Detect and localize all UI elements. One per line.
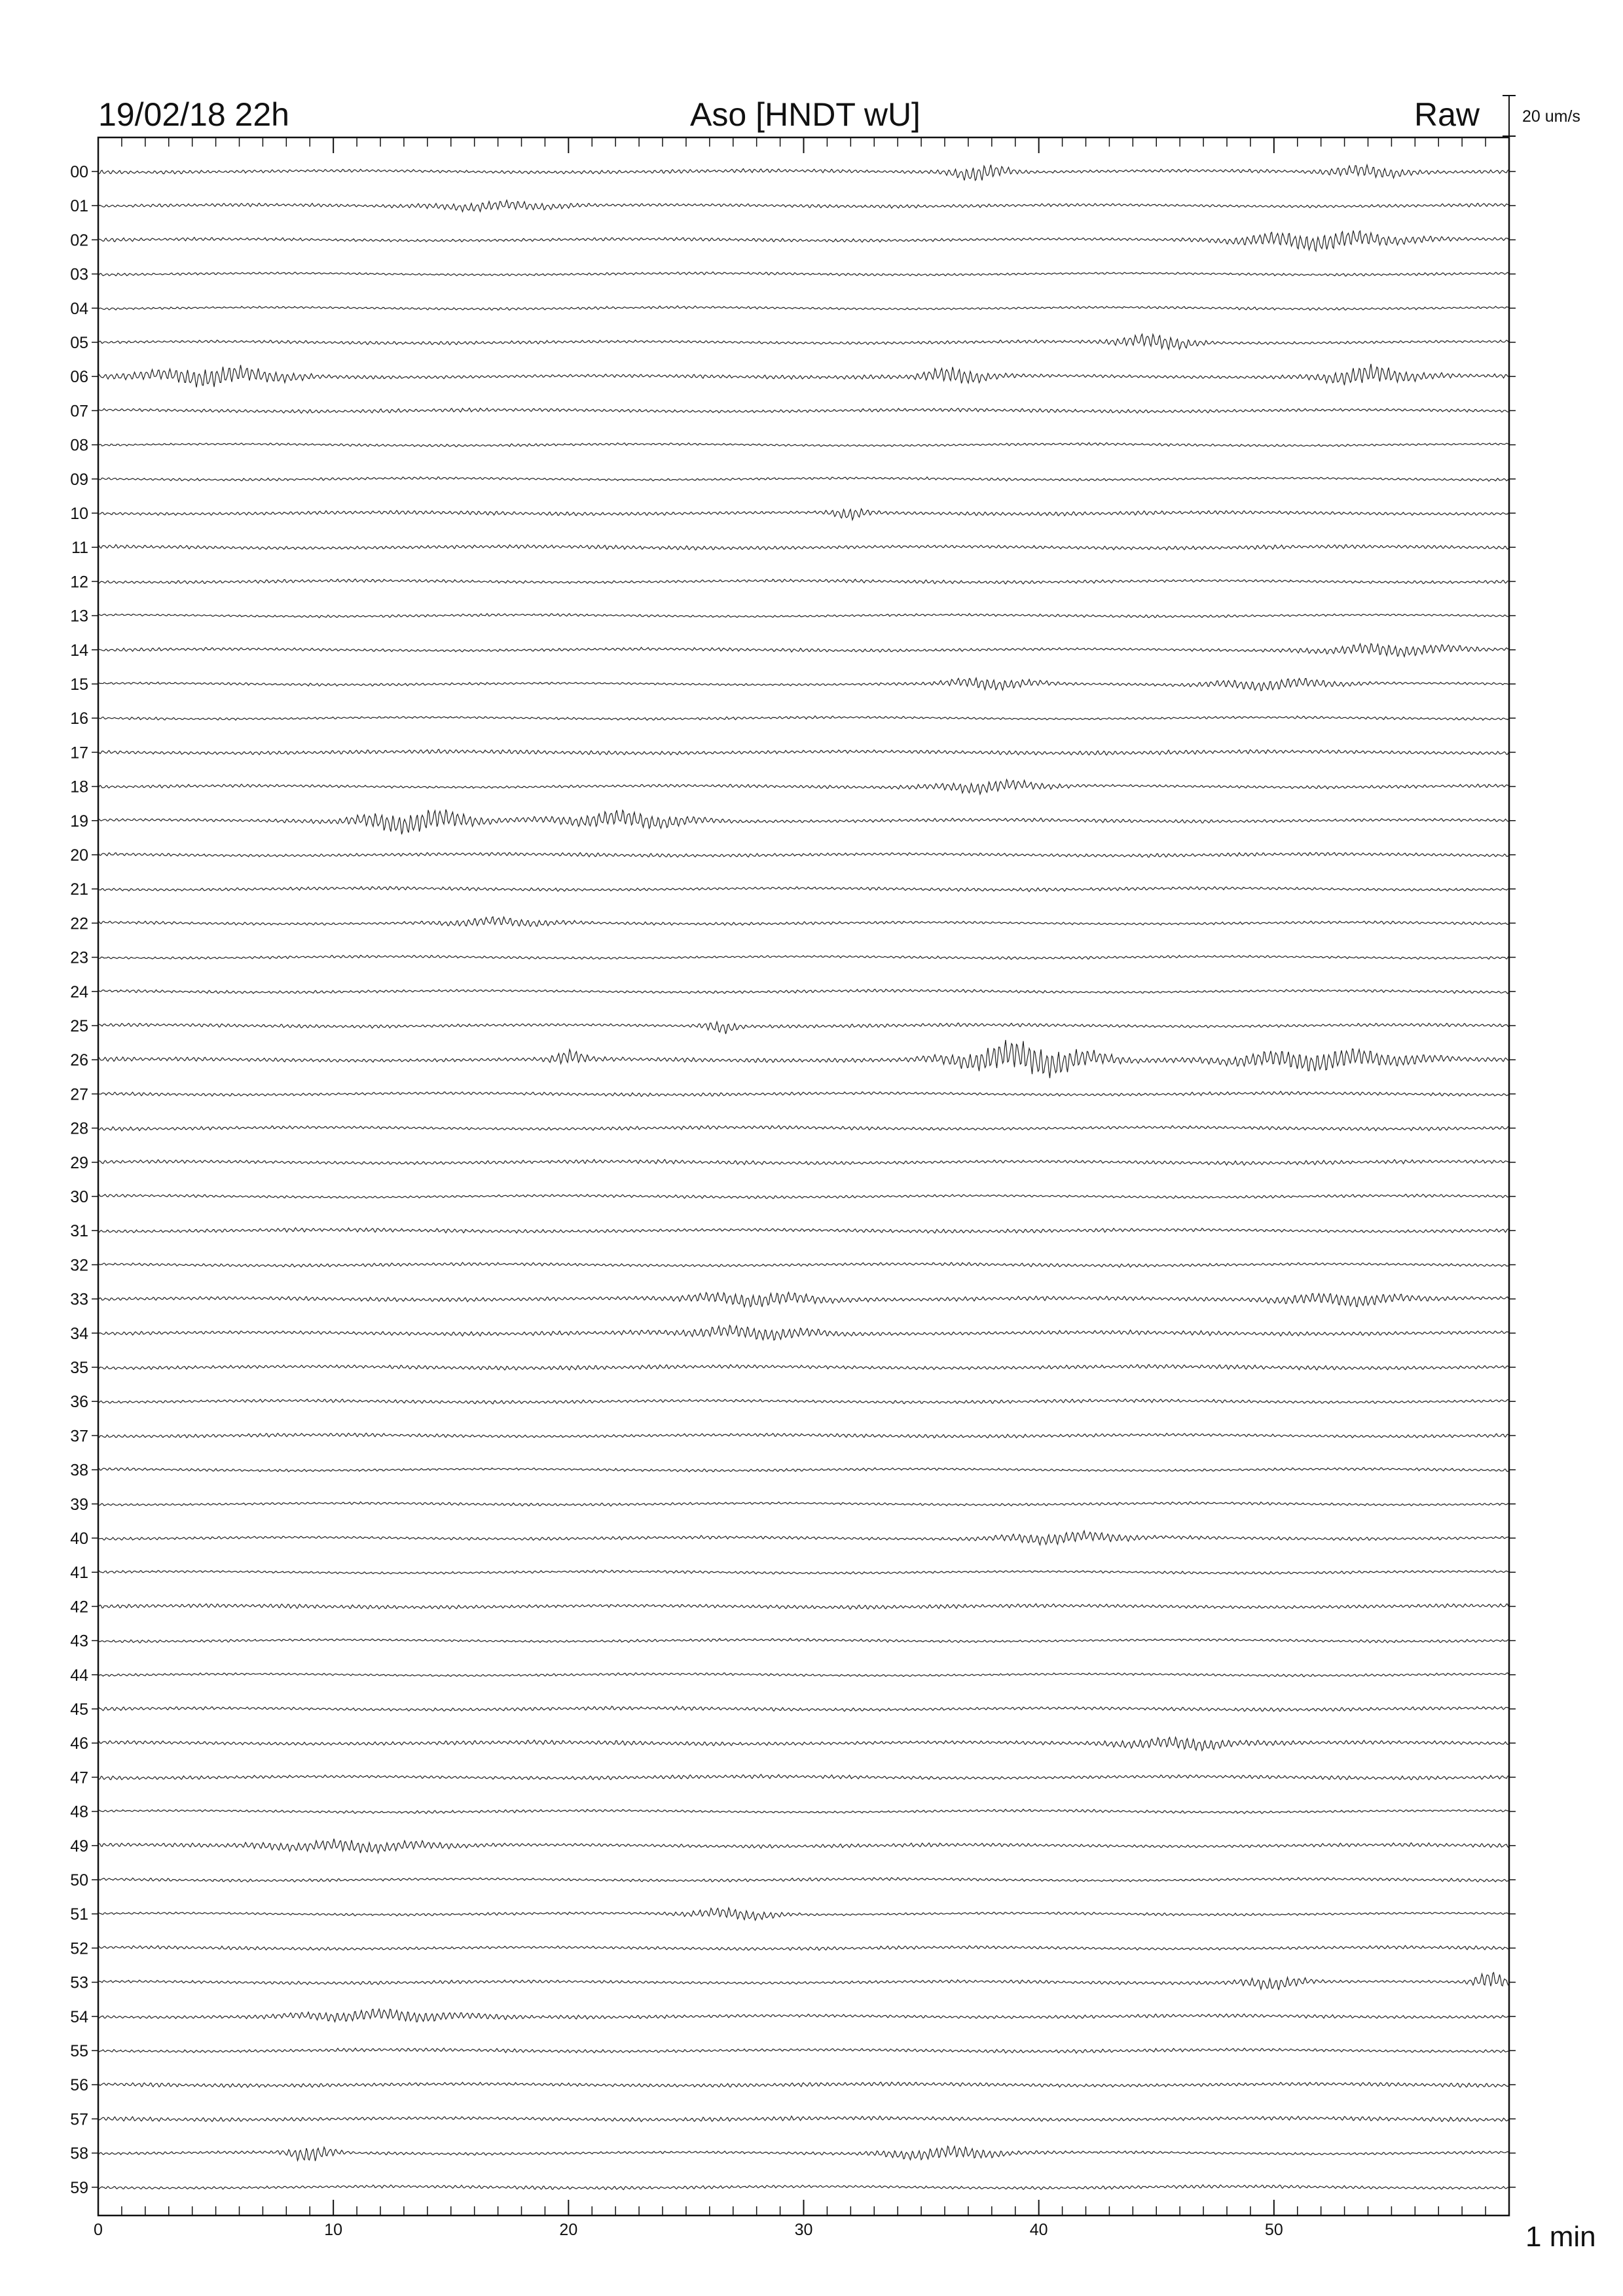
- row-label: 02: [70, 231, 88, 250]
- trace-line: [98, 1292, 1508, 1306]
- trace-line: [98, 1040, 1508, 1078]
- row-label: 18: [70, 778, 88, 797]
- row-label: 58: [70, 2144, 88, 2163]
- minor-ticks: [122, 137, 1486, 2215]
- trace-line: [98, 2146, 1508, 2161]
- trace-line: [98, 165, 1508, 181]
- row-label: 19: [70, 812, 88, 831]
- mode-label: Raw: [1413, 96, 1480, 133]
- row-label: 17: [70, 744, 88, 762]
- trace-line: [98, 678, 1508, 691]
- row-label: 21: [70, 880, 88, 899]
- row-label: 10: [70, 505, 88, 523]
- trace-line: [98, 1022, 1508, 1034]
- x-tick-label: 50: [1264, 2221, 1283, 2239]
- trace-line: [98, 852, 1508, 857]
- trace-line: [98, 364, 1508, 387]
- row-label: 52: [70, 1939, 88, 1958]
- row-label: 12: [70, 573, 88, 592]
- row-label: 31: [70, 1222, 88, 1241]
- trace-line: [98, 1604, 1508, 1609]
- scale-label: 20 um/s: [1522, 107, 1580, 126]
- major-ticks: [98, 137, 1274, 2215]
- row-label: 55: [70, 2042, 88, 2060]
- row-label: 08: [70, 436, 88, 455]
- row-label: 11: [71, 539, 88, 558]
- row-label: 28: [70, 1119, 88, 1138]
- row-label: 27: [70, 1085, 88, 1104]
- trace-line: [98, 917, 1508, 927]
- trace-line: [98, 477, 1508, 482]
- row-label: 42: [70, 1598, 88, 1617]
- row-label: 44: [70, 1666, 88, 1685]
- row-label: 53: [70, 1973, 88, 1992]
- traces: [98, 165, 1508, 2190]
- trace-line: [98, 749, 1508, 755]
- row-label: 07: [70, 402, 88, 421]
- trace-line: [98, 1673, 1508, 1677]
- row-label: 22: [70, 914, 88, 933]
- trace-line: [98, 200, 1508, 212]
- row-label: 38: [70, 1461, 88, 1480]
- trace-line: [98, 613, 1508, 617]
- row-labels: [70, 163, 1516, 2197]
- trace-line: [98, 1973, 1508, 1990]
- row-label: 45: [70, 1700, 88, 1719]
- trace-line: [98, 334, 1508, 350]
- row-label: 25: [70, 1017, 88, 1035]
- trace-line: [98, 1194, 1508, 1199]
- trace-line: [98, 408, 1508, 414]
- row-label: 20: [70, 846, 88, 865]
- trace-line: [98, 272, 1508, 276]
- trace-line: [98, 1945, 1508, 1950]
- row-label: 01: [70, 197, 88, 216]
- row-label: 41: [70, 1564, 88, 1583]
- trace-line: [98, 2082, 1508, 2087]
- trace-line: [98, 306, 1508, 310]
- trace-line: [98, 1228, 1508, 1233]
- trace-line: [98, 1531, 1508, 1545]
- trace-line: [98, 716, 1508, 721]
- trace-line: [98, 1774, 1508, 1780]
- row-label: 46: [70, 1734, 88, 1753]
- trace-line: [98, 810, 1508, 834]
- row-label: 39: [70, 1495, 88, 1514]
- row-label: 56: [70, 2076, 88, 2095]
- trace-line: [98, 2048, 1508, 2053]
- row-label: 09: [70, 470, 88, 489]
- row-label: 00: [70, 163, 88, 181]
- row-label: 14: [70, 641, 88, 660]
- row-label: 57: [70, 2110, 88, 2129]
- row-label: 05: [70, 334, 88, 352]
- row-label: 54: [70, 2007, 88, 2026]
- trace-line: [98, 509, 1508, 520]
- trace-line: [98, 1126, 1508, 1131]
- row-label: 37: [70, 1427, 88, 1446]
- row-label: 48: [70, 1803, 88, 1821]
- x-tick-label: 10: [324, 2221, 343, 2239]
- row-label: 43: [70, 1632, 88, 1651]
- x-tick-label: 20: [559, 2221, 578, 2239]
- trace-line: [98, 1433, 1508, 1438]
- row-label: 50: [70, 1871, 88, 1890]
- row-label: 35: [70, 1359, 88, 1377]
- row-label: 51: [70, 1905, 88, 1924]
- trace-line: [98, 2116, 1508, 2121]
- trace-line: [98, 1091, 1508, 1096]
- row-label: 36: [70, 1393, 88, 1412]
- x-tick-labels: [94, 2221, 1283, 2239]
- x-axis-label: 1 min: [1525, 2221, 1596, 2253]
- row-label: 29: [70, 1153, 88, 1172]
- x-tick-label: 30: [794, 2221, 813, 2239]
- trace-line: [98, 1570, 1508, 1574]
- row-label: 04: [70, 299, 88, 318]
- trace-line: [98, 1839, 1508, 1853]
- row-label: 34: [70, 1324, 88, 1343]
- trace-line: [98, 1160, 1508, 1166]
- trace-line: [98, 1638, 1508, 1643]
- row-label: 47: [70, 1768, 88, 1787]
- row-label: 23: [70, 948, 88, 967]
- trace-line: [98, 1501, 1508, 1506]
- row-label: 30: [70, 1188, 88, 1206]
- trace-line: [98, 545, 1508, 550]
- trace-line: [98, 442, 1508, 446]
- row-label: 59: [70, 2178, 88, 2197]
- trace-line: [98, 1263, 1508, 1267]
- scale-bar: [1503, 96, 1580, 136]
- trace-line: [98, 989, 1508, 994]
- row-label: 16: [70, 709, 88, 728]
- row-label: 40: [70, 1530, 88, 1548]
- x-tick-label: 0: [94, 2221, 103, 2239]
- trace-line: [98, 1809, 1508, 1814]
- row-label: 15: [70, 675, 88, 694]
- trace-line: [98, 887, 1508, 892]
- trace-line: [98, 643, 1508, 656]
- trace-line: [98, 579, 1508, 584]
- trace-line: [98, 1467, 1508, 1472]
- row-label: 33: [70, 1290, 88, 1309]
- trace-line: [98, 1878, 1508, 1882]
- x-tick-label: 40: [1029, 2221, 1048, 2239]
- row-label: 24: [70, 982, 88, 1001]
- row-label: 49: [70, 1837, 88, 1856]
- trace-line: [98, 780, 1508, 794]
- trace-line: [98, 230, 1508, 251]
- trace-line: [98, 2185, 1508, 2190]
- trace-line: [98, 1399, 1508, 1404]
- trace-line: [98, 1325, 1508, 1340]
- row-label: 13: [70, 607, 88, 626]
- plot-frame: [98, 137, 1509, 2215]
- trace-line: [98, 1737, 1508, 1751]
- row-label: 32: [70, 1256, 88, 1275]
- row-label: 06: [70, 368, 88, 387]
- datetime-label: 19/02/18 22h: [98, 96, 289, 133]
- row-label: 03: [70, 265, 88, 284]
- trace-line: [98, 1706, 1508, 1712]
- trace-line: [98, 1908, 1508, 1920]
- row-label: 26: [70, 1051, 88, 1070]
- trace-line: [98, 2009, 1508, 2022]
- chart-title: Aso [HNDT wU]: [690, 96, 921, 133]
- trace-line: [98, 1365, 1508, 1371]
- trace-line: [98, 956, 1508, 960]
